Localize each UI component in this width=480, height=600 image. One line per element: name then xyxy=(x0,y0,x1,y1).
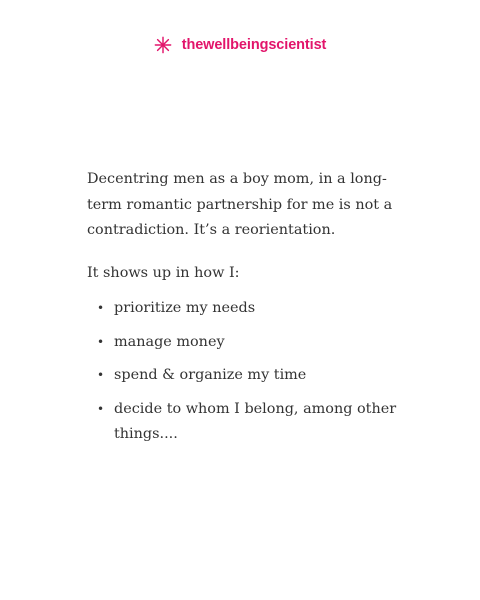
list-item xyxy=(87,363,397,389)
bullet-dot: • xyxy=(97,301,105,315)
list-item-text: spend & organize my time xyxy=(114,367,307,383)
list-item-text: prioritize my needs xyxy=(114,300,256,316)
list-item xyxy=(87,296,397,322)
lead-paragraph: It shows up in how I: xyxy=(87,264,240,281)
post-content xyxy=(87,167,397,456)
list-item-text: manage money xyxy=(114,333,225,350)
bullet-dot: • xyxy=(97,368,105,382)
intro-paragraph: Decentring men as a boy mom, in a long-term romantic partnership for me is not a contradiction. It’s a reorientation. xyxy=(87,171,393,238)
bullet-list xyxy=(87,296,397,448)
bullet-dot: • xyxy=(97,334,105,349)
brand-header xyxy=(0,36,480,54)
list-item xyxy=(87,397,397,448)
asterisk-icon xyxy=(154,36,172,54)
bullet-dot: • xyxy=(97,401,105,416)
brand-name: thewellbeingscientist xyxy=(181,37,327,53)
list-item-text: decide to whom I belong, among other things.... xyxy=(114,400,397,442)
list-item xyxy=(87,330,397,356)
